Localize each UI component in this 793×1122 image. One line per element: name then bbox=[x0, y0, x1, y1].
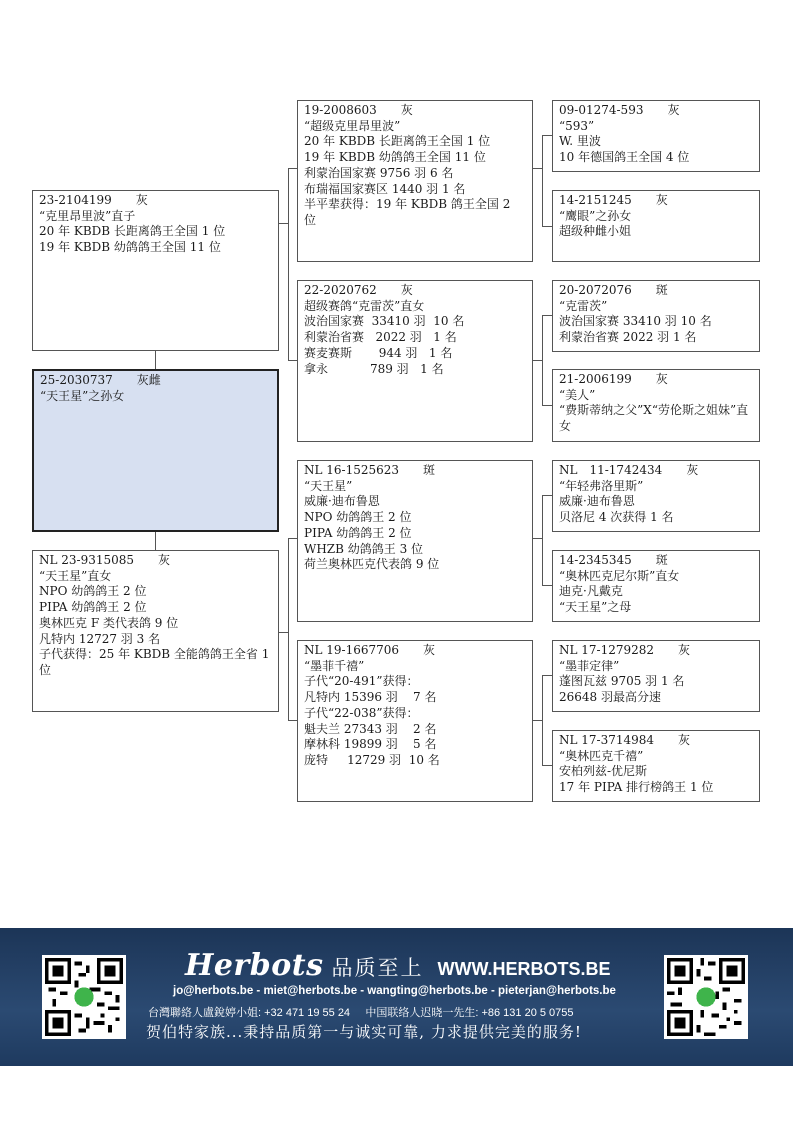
connector bbox=[288, 168, 297, 169]
connector bbox=[155, 532, 156, 550]
pedigree-line: 魁夫兰 27343 羽 2 名 bbox=[304, 721, 437, 736]
pedigree-line: 迪克·凡戴克 bbox=[559, 584, 623, 599]
pedigree-line: “天王星”直女 bbox=[39, 568, 112, 583]
footer-emails[interactable]: jo@herbots.be - miet@herbots.be - wangting@herbots.be - pieterjan@herbots.be bbox=[173, 985, 616, 997]
pedigree-line: 26648 羽最高分速 bbox=[559, 690, 661, 705]
ring-number: NL 17-1279282 灰 bbox=[559, 643, 691, 657]
ring-number: 19-2008603 灰 bbox=[304, 103, 413, 117]
sire-sire-dam-card bbox=[552, 190, 760, 262]
pedigree-line: “奥林匹克千禧” bbox=[559, 748, 644, 763]
pedigree-line: 拿永 789 羽 1 名 bbox=[304, 361, 444, 376]
connector bbox=[279, 223, 288, 224]
pedigree-line: 波治国家赛 33410 羽 10 名 bbox=[304, 314, 465, 329]
connector bbox=[542, 675, 552, 676]
pedigree-line: 威廉·迪布鲁恩 bbox=[304, 494, 380, 509]
pedigree-line: 威廉·迪布鲁恩 bbox=[559, 494, 635, 509]
pedigree-line: PIPA 幼鸽鸽王 2 位 bbox=[304, 525, 412, 540]
ring-number: 22-2020762 灰 bbox=[304, 283, 413, 297]
pedigree-line: 波治国家赛 33410 羽 10 名 bbox=[559, 314, 712, 329]
pedigree-line: “费斯蒂纳之父”X“劳伦斯之姐妹”直女 bbox=[559, 403, 749, 434]
wechat-green-icon bbox=[74, 987, 93, 1006]
sire-dam-sire-card bbox=[552, 280, 760, 352]
pedigree-line: 19 年 KBDB 幼鸽鸽王全国 11 位 bbox=[39, 240, 221, 255]
connector bbox=[533, 538, 542, 539]
ring-number: NL 19-1667706 灰 bbox=[304, 643, 436, 657]
dam-sire-dam-card bbox=[552, 550, 760, 622]
pedigree-line: “奥林匹克尼尔斯”直女 bbox=[559, 568, 680, 583]
ring-number: NL 23-9315085 灰 bbox=[39, 553, 171, 567]
pedigree-line: W. 里波 bbox=[559, 134, 601, 149]
dam-sire-sire-card bbox=[552, 460, 760, 532]
connector bbox=[288, 538, 289, 721]
pedigree-line: 19 年 KBDB 幼鸽鸽王全国 11 位 bbox=[304, 150, 486, 165]
pedigree-line: 子代“20-491”获得： bbox=[304, 674, 419, 689]
brand-slogan: 品质至上 bbox=[331, 956, 424, 980]
pedigree-line: 17 年 PIPA 排行榜鸽王 1 位 bbox=[559, 780, 714, 795]
pedigree-line: 奥林匹克 F 类代表鸽 9 位 bbox=[39, 615, 179, 630]
pedigree-line: “天王星” bbox=[304, 478, 353, 493]
pedigree-line: 安柏列兹-优尼斯 bbox=[559, 764, 648, 779]
ring-number: 09-01274-593 灰 bbox=[559, 103, 680, 117]
connector bbox=[542, 315, 543, 406]
sire-dam-card bbox=[297, 280, 533, 442]
connector bbox=[542, 495, 543, 586]
pedigree-line: “超级克里昂里波” bbox=[304, 118, 401, 133]
ring-number: 14-2345345 斑 bbox=[559, 553, 668, 567]
ring-number: NL 16-1525623 斑 bbox=[304, 463, 436, 477]
pedigree-line: “美人” bbox=[559, 387, 596, 402]
ring-number: 21-2006199 灰 bbox=[559, 372, 668, 386]
connector bbox=[542, 675, 543, 766]
pedigree-line: “天王星”之孙女 bbox=[40, 388, 125, 403]
footer-brand bbox=[185, 948, 611, 983]
sire-sire-sire-card bbox=[552, 100, 760, 172]
connector bbox=[279, 632, 288, 633]
pedigree-line: 蓬图瓦兹 9705 羽 1 名 bbox=[559, 674, 685, 689]
qr-code-right bbox=[664, 955, 748, 1039]
ring-number: NL 17-3714984 灰 bbox=[559, 733, 691, 747]
pedigree-line: 20 年 KBDB 长距离鸽王全国 1 位 bbox=[39, 224, 226, 239]
pedigree-line: “克里昂里波”直子 bbox=[39, 208, 136, 223]
pedigree-line: 贝洛尼 4 次获得 1 名 bbox=[559, 510, 674, 525]
website-link[interactable]: WWW.HERBOTS.BE bbox=[437, 959, 611, 979]
pedigree-line: PIPA 幼鸽鸽王 2 位 bbox=[39, 600, 147, 615]
pedigree-line: “593” bbox=[559, 118, 595, 133]
qr-code-icon bbox=[667, 958, 745, 1036]
connector bbox=[288, 168, 289, 361]
connector bbox=[288, 538, 297, 539]
pedigree-line: 赛麦赛斯 944 羽 1 名 bbox=[304, 345, 453, 360]
ring-number: 23-2104199 灰 bbox=[39, 193, 148, 207]
pedigree-line: 子代“22-038”获得： bbox=[304, 705, 419, 720]
ring-number: NL 11-1742434 灰 bbox=[559, 463, 699, 477]
sire-card bbox=[32, 190, 279, 351]
connector bbox=[542, 226, 552, 227]
pedigree-line: WHZB 幼鸽鸽王 3 位 bbox=[304, 541, 424, 556]
connector bbox=[542, 495, 552, 496]
dam-dam-dam-card bbox=[552, 730, 760, 802]
pedigree-line: 凡特内 15396 羽 7 名 bbox=[304, 690, 437, 705]
pedigree-line: 庞特 12729 羽 10 名 bbox=[304, 752, 440, 767]
connector bbox=[542, 315, 552, 316]
pedigree-line: 荷兰奥林匹克代表鸽 9 位 bbox=[304, 557, 440, 572]
ring-number: 20-2072076 斑 bbox=[559, 283, 668, 297]
ring-number: 14-2151245 灰 bbox=[559, 193, 668, 207]
sire-dam-dam-card bbox=[552, 369, 760, 442]
connector bbox=[288, 720, 297, 721]
pedigree-line: “天王星”之母 bbox=[559, 600, 632, 615]
pedigree-line: “墨菲定律” bbox=[559, 658, 620, 673]
pedigree-line: 超级种雌小姐 bbox=[559, 224, 632, 239]
connector bbox=[542, 135, 552, 136]
sire-sire-card bbox=[297, 100, 533, 262]
pedigree-line: 超级赛鸽“克雷茨”直女 bbox=[304, 298, 425, 313]
pedigree-line: NPO 幼鸽鸽王 2 位 bbox=[304, 510, 412, 525]
connector bbox=[288, 360, 297, 361]
pedigree-line: 摩林科 19899 羽 5 名 bbox=[304, 737, 437, 752]
pedigree-line: 半平辈获得：19 年 KBDB 鸽王全国 2 位 bbox=[304, 197, 515, 227]
pedigree-line: 10 年德国鸽王全国 4 位 bbox=[559, 150, 690, 165]
pedigree-line: “年轻弗洛里斯” bbox=[559, 478, 644, 493]
pedigree-line: 子代获得：25 年 KBDB 全能鸽鸽王全省 1 位 bbox=[39, 647, 274, 677]
subject-card bbox=[32, 369, 279, 532]
qr-code-left bbox=[42, 955, 126, 1039]
connector bbox=[533, 360, 542, 361]
pedigree-line: “鹰眼”之孙女 bbox=[559, 208, 632, 223]
footer-contacts: 台灣聯絡人盧銳婷小姐: +32 471 19 55 24 中国联络人迟晓一先生: +86 131 20 5 0755 bbox=[148, 1007, 574, 1019]
dam-dam-card bbox=[297, 640, 533, 802]
connector bbox=[542, 765, 552, 766]
connector bbox=[533, 720, 542, 721]
pedigree-line: 利蒙治国家赛 9756 羽 6 名 bbox=[304, 165, 454, 180]
connector bbox=[155, 351, 156, 369]
dam-card bbox=[32, 550, 279, 712]
pedigree-line: “克雷茨” bbox=[559, 298, 608, 313]
pedigree-line: NPO 幼鸽鸽王 2 位 bbox=[39, 584, 147, 599]
wechat-green-icon bbox=[696, 987, 715, 1006]
pedigree-line: 凡特内 12727 羽 3 名 bbox=[39, 631, 161, 646]
qr-code-icon bbox=[45, 958, 123, 1036]
pedigree-line: “墨菲千禧” bbox=[304, 658, 365, 673]
pedigree-line: 20 年 KBDB 长距离鸽王全国 1 位 bbox=[304, 134, 491, 149]
connector bbox=[542, 585, 552, 586]
pedigree-line: 利蒙治省赛 2022 羽 1 名 bbox=[304, 330, 457, 345]
pedigree-line: 利蒙治省赛 2022 羽 1 名 bbox=[559, 330, 697, 345]
ring-number: 25-2030737 灰雌 bbox=[40, 373, 161, 387]
dam-sire-card bbox=[297, 460, 533, 622]
dam-dam-sire-card bbox=[552, 640, 760, 712]
connector bbox=[533, 168, 542, 169]
connector bbox=[542, 405, 552, 406]
footer-motto: 贺伯特家族...秉持品质第一与诚实可靠, 力求提供完美的服务! bbox=[146, 1023, 582, 1041]
pedigree-line: 布瑞福国家赛区 1440 羽 1 名 bbox=[304, 181, 466, 196]
connector bbox=[542, 135, 543, 227]
herbots-logo: Herbots bbox=[185, 948, 324, 983]
